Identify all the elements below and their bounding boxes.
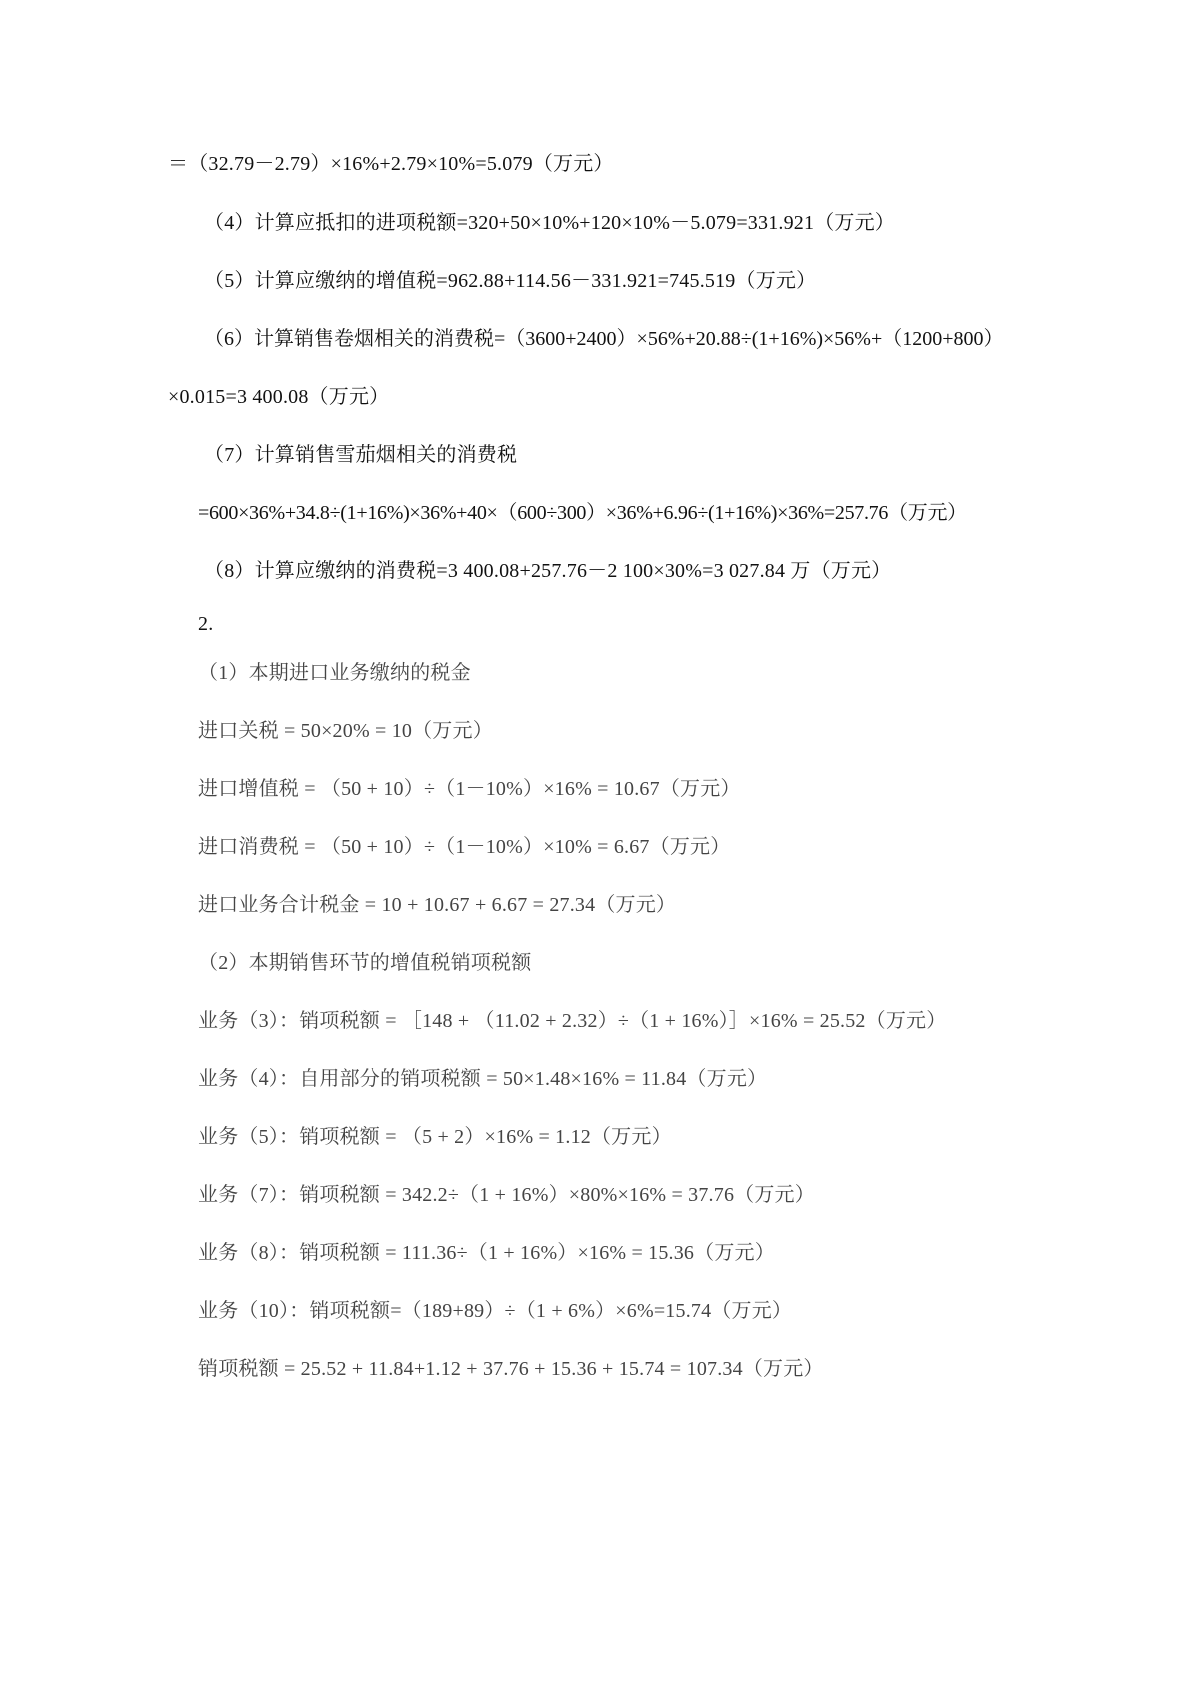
text-line: 业务（10）：销项税额=（189+89）÷（1 + 6%）×6%=15.74（万元） <box>198 1300 793 1322</box>
text-line: ＝（32.79－2.79）×16%+2.79×10%=5.079（万元） <box>168 153 614 175</box>
text-line: （2）本期销售环节的增值税销项税额 <box>198 952 532 974</box>
text-line: 进口增值税 = （50 + 10）÷（1－10%）×16% = 10.67（万元） <box>198 778 741 800</box>
text-line: 进口业务合计税金 = 10 + 10.67 + 6.67 = 27.34（万元） <box>198 894 677 916</box>
text-line: 销项税额 = 25.52 + 11.84+1.12 + 37.76 + 15.36 + 15.74 = 107.34（万元） <box>198 1358 824 1380</box>
text-line: （5）计算应缴纳的增值税=962.88+114.56－331.921=745.519（万元） <box>204 270 817 292</box>
text-line: 业务（5）：销项税额 = （5 + 2）×16% = 1.12（万元） <box>198 1126 672 1148</box>
text-line: 进口关税 = 50×20% = 10（万元） <box>198 720 493 742</box>
text-line: （8）计算应缴纳的消费税=3 400.08+257.76－2 100×30%=3 027.84 万（万元） <box>204 560 892 582</box>
text-line: 业务（3）：销项税额 = ［148 + （11.02 + 2.32）÷（1 + 16%）］×16% = 25.52（万元） <box>198 1010 947 1032</box>
text-line: 业务（4）：自用部分的销项税额 = 50×1.48×16% = 11.84（万元） <box>198 1068 768 1090</box>
text-line: （4）计算应抵扣的进项税额=320+50×10%+120×10%－5.079=331.921（万元） <box>204 212 895 234</box>
text-line: （1）本期进口业务缴纳的税金 <box>198 662 471 684</box>
text-line: 2. <box>198 613 214 635</box>
text-line: =600×36%+34.8÷(1+16%)×36%+40×（600÷300）×36%+6.96÷(1+16%)×36%=257.76（万元） <box>198 502 967 524</box>
text-line: （7）计算销售雪茄烟相关的消费税 <box>204 444 518 466</box>
text-line: 业务（8）：销项税额 = 111.36÷（1 + 16%）×16% = 15.36（万元） <box>198 1242 775 1264</box>
text-line: ×0.015=3 400.08（万元） <box>168 386 390 408</box>
text-line: （6）计算销售卷烟相关的消费税=（3600+2400）×56%+20.88÷(1+16%)×56%+（1200+800） <box>204 328 1004 350</box>
text-line: 进口消费税 = （50 + 10）÷（1－10%）×10% = 6.67（万元） <box>198 836 731 858</box>
text-line: 业务（7）：销项税额 = 342.2÷（1 + 16%）×80%×16% = 37.76（万元） <box>198 1184 815 1206</box>
